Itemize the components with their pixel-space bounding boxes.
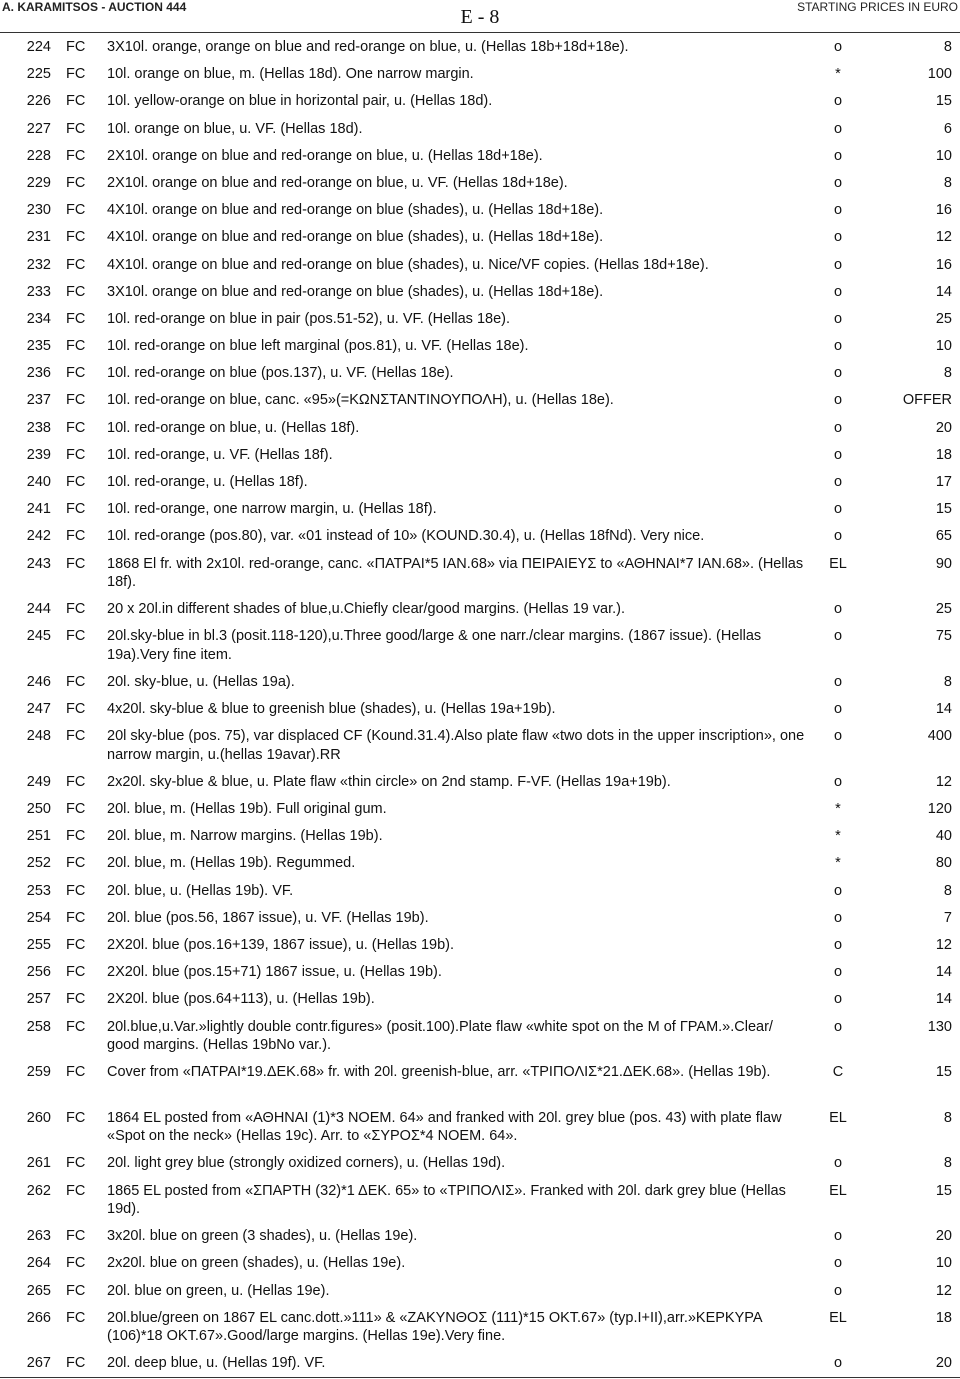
lot-category: FC bbox=[66, 338, 86, 355]
lot-condition: C bbox=[832, 1064, 844, 1081]
lot-category: FC bbox=[66, 1109, 86, 1126]
lot-number: 249 bbox=[26, 773, 51, 790]
lot-description: 10l. red-orange, one narrow margin, u. (Hellas 18f). bbox=[107, 501, 437, 518]
lot-category: FC bbox=[66, 1309, 86, 1326]
lot-category: FC bbox=[66, 728, 86, 745]
lot-condition: o bbox=[833, 365, 843, 382]
lot-category: FC bbox=[66, 202, 86, 219]
lot-category: FC bbox=[66, 882, 86, 899]
lot-description: 20l. blue, u. (Hellas 19b). VF. bbox=[107, 882, 294, 899]
lot-number: 240 bbox=[26, 474, 51, 490]
lot-row bbox=[0, 115, 960, 142]
lot-row bbox=[0, 1249, 960, 1276]
lot-description: 20l. blue, m. (Hellas 19b). Full original gum. bbox=[107, 801, 387, 818]
auction-title: A. KARAMITSOS - AUCTION 444 bbox=[2, 0, 187, 14]
lot-number: 233 bbox=[26, 283, 51, 300]
lot-price: 100 bbox=[927, 66, 952, 83]
lot-description: 10l. red-orange on blue in pair (pos.51-52), u. VF. (Hellas 18e). bbox=[107, 310, 510, 327]
lot-price: 10 bbox=[935, 338, 952, 355]
lot-category: FC bbox=[66, 419, 86, 436]
lot-category: FC bbox=[66, 1355, 86, 1372]
lot-category: FC bbox=[66, 855, 86, 872]
lot-row bbox=[0, 1177, 960, 1223]
lot-description: 20 x 20l.in different shades of blue,u.Chiefly clear/good margins. (Hellas 19 var.). bbox=[107, 601, 625, 618]
lot-condition: o bbox=[833, 991, 843, 1008]
lot-row bbox=[0, 278, 960, 305]
lot-condition: o bbox=[833, 773, 843, 790]
lot-price: 8 bbox=[943, 365, 952, 382]
lot-number: 264 bbox=[26, 1255, 51, 1272]
lot-number: 228 bbox=[26, 147, 51, 164]
lot-description: 10l. red-orange, u. VF. (Hellas 18f). bbox=[107, 446, 333, 463]
lot-description: 10l. red-orange, u. (Hellas 18f). bbox=[107, 474, 308, 490]
lot-condition: o bbox=[833, 338, 843, 355]
lot-price: 25 bbox=[935, 601, 952, 618]
lot-price: 80 bbox=[935, 855, 952, 872]
lot-condition: o bbox=[833, 446, 843, 463]
lot-price: 20 bbox=[935, 1355, 952, 1372]
lot-description: 2x20l. blue on green (shades), u. (Hellas 19e). bbox=[107, 1255, 406, 1272]
lot-category: FC bbox=[66, 909, 86, 926]
lot-number: 244 bbox=[26, 601, 51, 618]
lot-condition: o bbox=[833, 728, 843, 745]
lot-row bbox=[0, 386, 960, 413]
lot-row bbox=[0, 441, 960, 468]
lot-row bbox=[0, 849, 960, 876]
lot-row bbox=[0, 1277, 960, 1304]
lot-description: 4X10l. orange on blue and red-orange on blue (shades), u. Nice/VF copies. (Hellas 18d+18e). bbox=[107, 256, 709, 273]
lot-price: 7 bbox=[943, 909, 952, 926]
lot-price: 20 bbox=[935, 419, 952, 436]
lot-row bbox=[0, 1013, 960, 1059]
lot-number: 230 bbox=[26, 202, 51, 219]
currency-note: STARTING PRICES IN EURO bbox=[797, 0, 958, 14]
lot-description: 20l. blue, m. Narrow margins. (Hellas 19b). bbox=[107, 828, 383, 845]
lot-price: 8 bbox=[943, 1109, 952, 1126]
lot-description: 4X10l. orange on blue and red-orange on blue (shades), u. (Hellas 18d+18e). bbox=[107, 202, 604, 219]
lot-number: 259 bbox=[26, 1064, 51, 1081]
lot-condition: o bbox=[833, 1228, 843, 1245]
lot-row bbox=[0, 359, 960, 386]
lot-row bbox=[0, 468, 960, 495]
lot-category: FC bbox=[66, 991, 86, 1008]
lot-condition: o bbox=[833, 39, 843, 55]
lot-row bbox=[0, 904, 960, 931]
lot-condition: o bbox=[833, 1355, 843, 1372]
lot-condition: * bbox=[835, 855, 841, 872]
lot-description: 2X10l. orange on blue and red-orange on blue, u. VF. (Hellas 18d+18e). bbox=[107, 174, 568, 191]
lot-number: 251 bbox=[26, 828, 51, 845]
lot-price: 12 bbox=[935, 229, 952, 246]
lot-condition: o bbox=[833, 701, 843, 718]
lot-condition: o bbox=[833, 256, 843, 273]
lot-category: FC bbox=[66, 1228, 86, 1245]
lot-category: FC bbox=[66, 628, 86, 645]
lot-description: 2X20l. blue (pos.15+71) 1867 issue, u. (Hellas 19b). bbox=[107, 964, 442, 981]
lot-category: FC bbox=[66, 1255, 86, 1272]
lot-description: 20l. blue on green, u. (Hellas 19e). bbox=[107, 1282, 330, 1299]
lot-row bbox=[0, 668, 960, 695]
lot-row bbox=[0, 822, 960, 849]
lot-condition: o bbox=[833, 1255, 843, 1272]
lot-description: 20l. light grey blue (strongly oxidized corners), u. (Hellas 19d). bbox=[107, 1155, 506, 1172]
lot-number: 257 bbox=[26, 991, 51, 1008]
lot-category: FC bbox=[66, 1155, 86, 1172]
lot-price: 18 bbox=[935, 1309, 952, 1326]
lot-category: FC bbox=[66, 801, 86, 818]
lot-category: FC bbox=[66, 1282, 86, 1299]
lot-category: FC bbox=[66, 1018, 86, 1035]
lot-category: FC bbox=[66, 66, 86, 83]
lot-price: 12 bbox=[935, 773, 952, 790]
lot-row bbox=[0, 305, 960, 332]
lot-price: 8 bbox=[943, 1155, 952, 1172]
lot-price: OFFER bbox=[902, 392, 952, 409]
lot-row bbox=[0, 169, 960, 196]
lot-description: 10l. yellow-orange on blue in horizontal pair, u. (Hellas 18d). bbox=[107, 93, 493, 110]
lot-price: 14 bbox=[935, 701, 952, 718]
lot-number: 252 bbox=[26, 855, 51, 872]
lot-condition: EL bbox=[829, 1109, 847, 1126]
lot-row bbox=[0, 958, 960, 985]
lot-price: 15 bbox=[935, 1064, 952, 1081]
lot-price: 130 bbox=[927, 1018, 952, 1035]
lot-category: FC bbox=[66, 555, 86, 572]
lot-category: FC bbox=[66, 1064, 86, 1081]
lot-description: 20l.blue/green on 1867 EL canc.dott.»111» & «ΖΑΚΥΝΘΟΣ (111)*15 ΟΚΤ.67» (typ.I+II),arr.»ΚΕΡΚΥΡΑ (106)*18 ΟΚΤ.67».Good/large margins. (Hellas 19e).Very fine. bbox=[107, 1309, 762, 1345]
lot-description: 20l. deep blue, u. (Hellas 19f). VF. bbox=[107, 1355, 326, 1372]
lot-condition: o bbox=[833, 93, 843, 110]
lot-number: 236 bbox=[26, 365, 51, 382]
lot-category: FC bbox=[66, 174, 86, 191]
lot-description: 4x20l. sky-blue & blue to greenish blue (shades), u. (Hellas 19a+19b). bbox=[107, 701, 556, 718]
lot-number: 260 bbox=[26, 1109, 51, 1126]
lot-description: 3X10l. orange on blue and red-orange on blue (shades), u. (Hellas 18d+18e). bbox=[107, 283, 604, 300]
lot-price: 16 bbox=[935, 202, 952, 219]
lot-number: 248 bbox=[26, 728, 51, 745]
lot-price: 10 bbox=[935, 147, 952, 164]
lot-price: 15 bbox=[935, 1182, 952, 1199]
lot-description: 2X20l. blue (pos.64+113), u. (Hellas 19b). bbox=[107, 991, 375, 1008]
lot-category: FC bbox=[66, 673, 86, 690]
lot-number: 256 bbox=[26, 964, 51, 981]
lot-condition: o bbox=[833, 1155, 843, 1172]
lot-condition: * bbox=[835, 66, 841, 83]
lot-description: 1864 EL posted from «ΑΘΗΝΑΙ (1)*3 ΝΟΕΜ. 64» and franked with 20l. grey blue (pos. 43) with plate flaw «Spot on the neck» (Hellas 19c). Arr. to «ΣΥΡΟΣ*4 ΝΟΕΜ. 64». bbox=[107, 1109, 782, 1145]
lot-description: 1865 EL posted from «ΣΠΑΡΤΗ (32)*1 ΔΕΚ. 65» to «ΤΡΙΠΟΛΙΣ». Franked with 20l. dark grey blue (Hellas 19d). bbox=[107, 1182, 786, 1217]
lot-category: FC bbox=[66, 392, 86, 409]
lot-category: FC bbox=[66, 283, 86, 300]
lot-condition: o bbox=[833, 419, 843, 436]
page-header bbox=[0, 0, 960, 30]
lot-condition: o bbox=[833, 147, 843, 164]
lot-price: 12 bbox=[935, 1282, 952, 1299]
lot-price: 65 bbox=[935, 528, 952, 545]
lot-description: 3X10l. orange, orange on blue and red-orange on blue, u. (Hellas 18b+18d+18e). bbox=[107, 39, 629, 55]
lot-row bbox=[0, 877, 960, 904]
lot-row bbox=[0, 768, 960, 795]
lot-row bbox=[0, 622, 960, 668]
lot-condition: o bbox=[833, 601, 843, 618]
lot-number: 265 bbox=[26, 1282, 51, 1299]
lot-row bbox=[0, 332, 960, 359]
lot-condition: o bbox=[833, 120, 843, 137]
lot-condition: o bbox=[833, 392, 843, 409]
lot-number: 229 bbox=[26, 174, 51, 191]
lot-row bbox=[0, 223, 960, 250]
lot-price: 15 bbox=[935, 501, 952, 518]
lot-price: 25 bbox=[935, 310, 952, 327]
lot-row bbox=[0, 251, 960, 278]
lot-number: 258 bbox=[26, 1018, 51, 1035]
lot-row bbox=[0, 1058, 960, 1104]
lot-number: 231 bbox=[26, 229, 51, 246]
lot-category: FC bbox=[66, 256, 86, 273]
lot-description: 2x20l. sky-blue & blue, u. Plate flaw «thin circle» on 2nd stamp. F-VF. (Hellas 19a+19b). bbox=[107, 773, 671, 790]
lot-description: 10l. red-orange on blue, u. (Hellas 18f). bbox=[107, 419, 360, 436]
lot-number: 261 bbox=[26, 1155, 51, 1172]
lot-description: 10l. red-orange on blue, canc. «95»(=ΚΩΝΣΤΑΝΤΙΝΟΥΠΟΛΗ), u. (Hellas 18e). bbox=[107, 392, 614, 409]
lot-number: 224 bbox=[26, 39, 51, 55]
lot-number: 253 bbox=[26, 882, 51, 899]
lot-category: FC bbox=[66, 701, 86, 718]
lot-number: 238 bbox=[26, 419, 51, 436]
lot-category: FC bbox=[66, 446, 86, 463]
lot-number: 226 bbox=[26, 93, 51, 110]
lot-number: 266 bbox=[26, 1309, 51, 1326]
lot-description: 20l. blue, m. (Hellas 19b). Regummed. bbox=[107, 855, 356, 872]
lot-description: 3x20l. blue on green (3 shades), u. (Hellas 19e). bbox=[107, 1228, 418, 1245]
lot-price: 90 bbox=[935, 555, 952, 572]
lot-row bbox=[0, 1149, 960, 1176]
lot-number: 235 bbox=[26, 338, 51, 355]
lot-condition: o bbox=[833, 501, 843, 518]
lot-number: 250 bbox=[26, 801, 51, 818]
lot-condition: EL bbox=[829, 1309, 847, 1326]
lot-number: 245 bbox=[26, 628, 51, 645]
lot-row bbox=[0, 142, 960, 169]
lot-number: 232 bbox=[26, 256, 51, 273]
lot-row bbox=[0, 196, 960, 223]
lot-price: 18 bbox=[935, 446, 952, 463]
lot-condition: o bbox=[833, 202, 843, 219]
lot-description: 2X20l. blue (pos.16+139, 1867 issue), u. (Hellas 19b). bbox=[107, 937, 455, 954]
lot-price: 6 bbox=[943, 120, 952, 137]
lot-category: FC bbox=[66, 501, 86, 518]
lot-number: 241 bbox=[26, 501, 51, 518]
lot-description: 10l. red-orange on blue (pos.137), u. VF. (Hellas 18e). bbox=[107, 365, 454, 382]
lot-number: 242 bbox=[26, 528, 51, 545]
lot-number: 246 bbox=[26, 673, 51, 690]
lot-description: 20l. sky-blue, u. (Hellas 19a). bbox=[107, 673, 295, 690]
lot-price: 8 bbox=[943, 673, 952, 690]
lot-row bbox=[0, 522, 960, 549]
lot-description: 10l. orange on blue, m. (Hellas 18d). One narrow margin. bbox=[107, 66, 474, 83]
lot-condition: o bbox=[833, 673, 843, 690]
lot-price: 8 bbox=[943, 39, 952, 55]
lot-number: 254 bbox=[26, 909, 51, 926]
lot-row bbox=[0, 931, 960, 958]
lot-row bbox=[0, 1304, 960, 1350]
lot-description: 1868 El fr. with 2x10l. red-orange, canc. «ΠΑΤΡΑΙ*5 ΙΑΝ.68» via ΠΕΙΡΑΙΕΥΣ to «ΑΘΗΝΑΙ*7 ΙΑΝ.68». (Hellas 18f). bbox=[107, 555, 804, 590]
lot-category: FC bbox=[66, 528, 86, 545]
lot-number: 227 bbox=[26, 120, 51, 137]
lot-category: FC bbox=[66, 937, 86, 954]
lot-condition: o bbox=[833, 937, 843, 954]
lot-description: 10l. orange on blue, u. VF. (Hellas 18d). bbox=[107, 120, 363, 137]
lot-condition: o bbox=[833, 964, 843, 981]
lot-price: 14 bbox=[935, 283, 952, 300]
lot-condition: o bbox=[833, 628, 843, 645]
lot-price: 20 bbox=[935, 1228, 952, 1245]
lot-category: FC bbox=[66, 964, 86, 981]
lot-description: 10l. red-orange (pos.80), var. «01 instead of 10» (KOUND.30.4), u. (Hellas 18fNd). Very nice. bbox=[107, 528, 705, 545]
lot-row bbox=[0, 722, 960, 768]
lot-condition: EL bbox=[829, 1182, 847, 1199]
lot-category: FC bbox=[66, 310, 86, 327]
lot-description: 20l.sky-blue in bl.3 (posit.118-120),u.Three good/large & one narr./clear margins. (1867 issue). (Hellas 19a).Very fine item. bbox=[107, 628, 762, 663]
lot-condition: o bbox=[833, 909, 843, 926]
lot-category: FC bbox=[66, 828, 86, 845]
lot-number: 263 bbox=[26, 1228, 51, 1245]
lot-description: 10l. red-orange on blue left marginal (pos.81), u. VF. (Hellas 18e). bbox=[107, 338, 529, 355]
lot-number: 225 bbox=[26, 66, 51, 83]
lot-price: 40 bbox=[935, 828, 952, 845]
lot-description: Cover from «ΠΑΤΡΑΙ*19.ΔΕΚ.68» fr. with 20l. greenish-blue, arr. «ΤΡΙΠΟΛΙΣ*21.ΔΕΚ.68». (Hellas 19b). bbox=[107, 1064, 771, 1081]
lot-row bbox=[0, 795, 960, 822]
lot-description: 2X10l. orange on blue and red-orange on blue, u. (Hellas 18d+18e). bbox=[107, 147, 543, 164]
lot-description: 20l. blue (pos.56, 1867 issue), u. VF. (Hellas 19b). bbox=[107, 909, 429, 926]
lot-description: 20l.blue,u.Var.»lightly double contr.figures» (posit.100).Plate flaw «white spot on the M of ΓΡΑΜ.».Clear/ good margins. (Hellas 19bNo var.). bbox=[107, 1018, 773, 1053]
lot-number: 247 bbox=[26, 701, 51, 718]
lot-price: 75 bbox=[935, 628, 952, 645]
lot-condition: o bbox=[833, 1018, 843, 1035]
lot-row bbox=[0, 550, 960, 596]
lot-number: 239 bbox=[26, 446, 51, 463]
lot-price: 12 bbox=[935, 937, 952, 954]
lot-condition: * bbox=[835, 801, 841, 818]
lot-condition: o bbox=[833, 283, 843, 300]
page-number: E - 8 bbox=[460, 6, 500, 28]
lot-price: 8 bbox=[943, 882, 952, 899]
lot-price: 14 bbox=[935, 991, 952, 1008]
lot-category: FC bbox=[66, 120, 86, 137]
lot-category: FC bbox=[66, 39, 86, 55]
lot-number: 255 bbox=[26, 937, 51, 954]
lot-condition: EL bbox=[829, 555, 847, 572]
lot-row bbox=[0, 87, 960, 114]
lot-category: FC bbox=[66, 601, 86, 618]
lot-category: FC bbox=[66, 474, 86, 490]
lot-category: FC bbox=[66, 229, 86, 246]
lot-price: 120 bbox=[927, 801, 952, 818]
lot-row bbox=[0, 595, 960, 622]
lot-row bbox=[0, 414, 960, 441]
lot-condition: o bbox=[833, 310, 843, 327]
lot-row bbox=[0, 33, 960, 60]
lot-price: 10 bbox=[935, 1255, 952, 1272]
lot-condition: o bbox=[833, 174, 843, 191]
lot-description: 4X10l. orange on blue and red-orange on blue (shades), u. (Hellas 18d+18e). bbox=[107, 229, 604, 246]
lot-row bbox=[0, 60, 960, 87]
lot-price: 8 bbox=[943, 174, 952, 191]
lot-row bbox=[0, 695, 960, 722]
lot-number: 234 bbox=[26, 310, 51, 327]
lot-category: FC bbox=[66, 93, 86, 110]
lot-category: FC bbox=[66, 773, 86, 790]
lot-condition: o bbox=[833, 882, 843, 899]
lot-category: FC bbox=[66, 1182, 86, 1199]
lot-row bbox=[0, 985, 960, 1012]
lot-condition: o bbox=[833, 229, 843, 246]
lot-row bbox=[0, 1104, 960, 1150]
lot-condition: * bbox=[835, 828, 841, 845]
lot-price: 16 bbox=[935, 256, 952, 273]
lot-condition: o bbox=[833, 474, 843, 490]
lot-price: 17 bbox=[935, 474, 952, 490]
lot-category: FC bbox=[66, 147, 86, 164]
lot-row bbox=[0, 1222, 960, 1249]
lot-number: 243 bbox=[26, 555, 51, 572]
lot-number: 267 bbox=[26, 1355, 51, 1372]
lot-price: 400 bbox=[927, 728, 952, 745]
lot-condition: o bbox=[833, 528, 843, 545]
lot-condition: o bbox=[833, 1282, 843, 1299]
lot-number: 262 bbox=[26, 1182, 51, 1199]
lot-row bbox=[0, 1349, 960, 1378]
lot-price: 15 bbox=[935, 93, 952, 110]
lot-category: FC bbox=[66, 365, 86, 382]
lot-description: 20l sky-blue (pos. 75), var displaced CF (Kound.31.4).Also plate flaw «two dots in the upper inscription», one narrow margin, u.(hellas 19avar).RR bbox=[107, 728, 805, 763]
lot-list bbox=[0, 33, 960, 1378]
lot-row bbox=[0, 495, 960, 522]
lot-number: 237 bbox=[26, 392, 51, 409]
lot-price: 14 bbox=[935, 964, 952, 981]
